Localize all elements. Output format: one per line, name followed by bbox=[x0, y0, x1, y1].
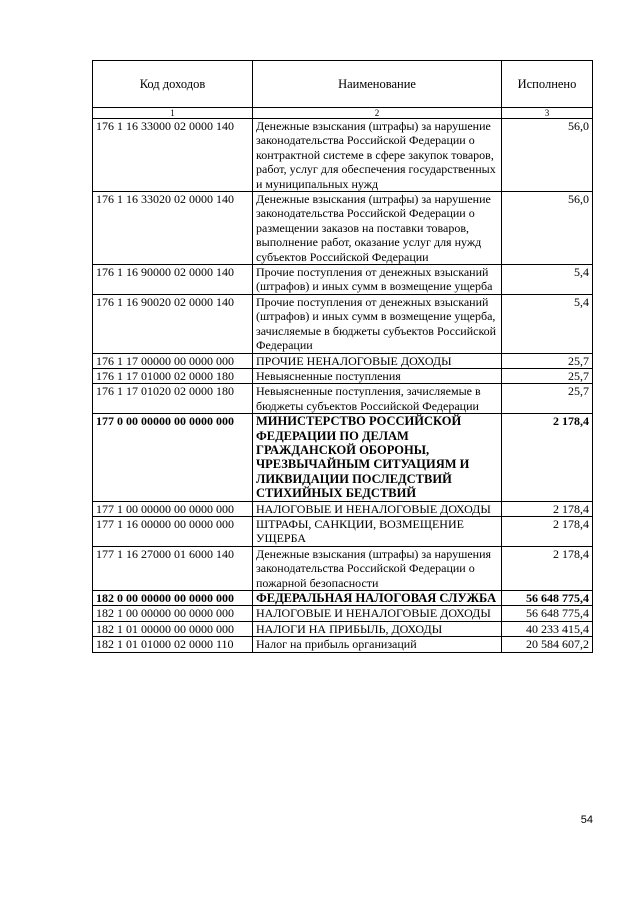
name-cell: Налог на прибыль организаций bbox=[253, 637, 502, 652]
code-cell: 176 1 16 90020 02 0000 140 bbox=[93, 294, 253, 353]
name-cell: МИНИСТЕРСТВО РОССИЙСКОЙ ФЕДЕРАЦИИ ПО ДЕЛАМ ГРАЖДАНСКОЙ ОБОРОНЫ, ЧРЕЗВЫЧАЙНЫМ СИТУАЦИЯМ И ЛИКВИДАЦИИ ПОСЛЕДСТВИЙ СТИХИЙНЫХ БЕДСТВИЙ bbox=[253, 414, 502, 501]
table-row bbox=[93, 591, 593, 606]
column-number: 3 bbox=[502, 108, 593, 119]
header-row bbox=[93, 61, 593, 108]
code-cell: 176 1 17 01000 02 0000 180 bbox=[93, 368, 253, 383]
amount-cell: 56 648 775,4 bbox=[502, 606, 593, 621]
code-cell: 177 1 00 00000 00 0000 000 bbox=[93, 501, 253, 516]
name-cell: Прочие поступления от денежных взысканий (штрафов) и иных сумм в возмещение ущерба, зачисляемые в бюджеты субъектов Российской Федерации bbox=[253, 294, 502, 353]
table-row bbox=[93, 414, 593, 501]
name-cell: Денежные взыскания (штрафы) за нарушение законодательства Российской Федерации о размещении заказов на поставки товаров, выполнение работ, оказание услуг для нужд субъектов Российской Федерации bbox=[253, 192, 502, 265]
code-cell: 177 1 16 27000 01 6000 140 bbox=[93, 546, 253, 590]
header-code: Код доходов bbox=[93, 61, 253, 108]
amount-cell: 25,7 bbox=[502, 353, 593, 368]
name-cell: ПРОЧИЕ НЕНАЛОГОВЫЕ ДОХОДЫ bbox=[253, 353, 502, 368]
amount-cell: 56 648 775,4 bbox=[502, 591, 593, 606]
code-cell: 182 1 01 00000 00 0000 000 bbox=[93, 621, 253, 636]
header-name: Наименование bbox=[253, 61, 502, 108]
amount-cell: 2 178,4 bbox=[502, 414, 593, 501]
name-cell: НАЛОГОВЫЕ И НЕНАЛОГОВЫЕ ДОХОДЫ bbox=[253, 501, 502, 516]
amount-cell: 2 178,4 bbox=[502, 501, 593, 516]
table-row bbox=[93, 637, 593, 652]
table-row bbox=[93, 606, 593, 621]
header-executed: Исполнено bbox=[502, 61, 593, 108]
table-row bbox=[93, 516, 593, 546]
amount-cell: 25,7 bbox=[502, 368, 593, 383]
amount-cell: 56,0 bbox=[502, 119, 593, 192]
code-cell: 182 1 01 01000 02 0000 110 bbox=[93, 637, 253, 652]
table-row bbox=[93, 621, 593, 636]
name-cell: НАЛОГОВЫЕ И НЕНАЛОГОВЫЕ ДОХОДЫ bbox=[253, 606, 502, 621]
name-cell: Невыясненные поступления, зачисляемые в бюджеты субъектов Российской Федерации bbox=[253, 384, 502, 414]
name-cell: Невыясненные поступления bbox=[253, 368, 502, 383]
table-row bbox=[93, 384, 593, 414]
table-row bbox=[93, 368, 593, 383]
amount-cell: 40 233 415,4 bbox=[502, 621, 593, 636]
name-cell: ШТРАФЫ, САНКЦИИ, ВОЗМЕЩЕНИЕ УЩЕРБА bbox=[253, 516, 502, 546]
table-row bbox=[93, 192, 593, 265]
page-number: 54 bbox=[580, 814, 593, 826]
code-cell: 177 0 00 00000 00 0000 000 bbox=[93, 414, 253, 501]
amount-cell: 20 584 607,2 bbox=[502, 637, 593, 652]
table-row bbox=[93, 501, 593, 516]
code-cell: 182 0 00 00000 00 0000 000 bbox=[93, 591, 253, 606]
table-row bbox=[93, 119, 593, 192]
name-cell: Денежные взыскания (штрафы) за нарушения законодательства Российской Федерации о пожарной безопасности bbox=[253, 546, 502, 590]
amount-cell: 56,0 bbox=[502, 192, 593, 265]
table-row bbox=[93, 294, 593, 353]
table-row bbox=[93, 265, 593, 295]
column-number: 2 bbox=[253, 108, 502, 119]
amount-cell: 2 178,4 bbox=[502, 546, 593, 590]
code-cell: 176 1 16 90000 02 0000 140 bbox=[93, 265, 253, 295]
column-number: 1 bbox=[93, 108, 253, 119]
name-cell: Прочие поступления от денежных взысканий (штрафов) и иных сумм в возмещение ущерба bbox=[253, 265, 502, 295]
income-table bbox=[92, 60, 593, 653]
code-cell: 176 1 17 00000 00 0000 000 bbox=[93, 353, 253, 368]
amount-cell: 5,4 bbox=[502, 294, 593, 353]
amount-cell: 2 178,4 bbox=[502, 516, 593, 546]
amount-cell: 5,4 bbox=[502, 265, 593, 295]
code-cell: 182 1 00 00000 00 0000 000 bbox=[93, 606, 253, 621]
amount-cell: 25,7 bbox=[502, 384, 593, 414]
code-cell: 176 1 17 01020 02 0000 180 bbox=[93, 384, 253, 414]
code-cell: 176 1 16 33000 02 0000 140 bbox=[93, 119, 253, 192]
name-cell: НАЛОГИ НА ПРИБЫЛЬ, ДОХОДЫ bbox=[253, 621, 502, 636]
name-cell: Денежные взыскания (штрафы) за нарушение законодательства Российской Федерации о контрактной системе в сфере закупок товаров, работ, услуг для обеспечения государственных и муниципальных нужд bbox=[253, 119, 502, 192]
table-row bbox=[93, 546, 593, 590]
name-cell: ФЕДЕРАЛЬНАЯ НАЛОГОВАЯ СЛУЖБА bbox=[253, 591, 502, 606]
code-cell: 176 1 16 33020 02 0000 140 bbox=[93, 192, 253, 265]
column-number-row bbox=[93, 108, 593, 119]
code-cell: 177 1 16 00000 00 0000 000 bbox=[93, 516, 253, 546]
table-row bbox=[93, 353, 593, 368]
